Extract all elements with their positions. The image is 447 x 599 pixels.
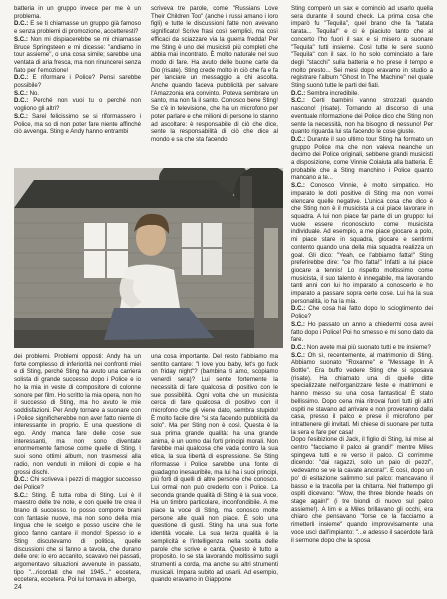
speaker-label: D.C.: [14, 74, 33, 82]
qa-paragraph [291, 321, 433, 344]
qa-paragraph [14, 20, 141, 35]
photo-illustration [14, 168, 283, 348]
speaker-label: D.C.: [291, 135, 308, 143]
qa-text: Perché non vuoi tu o perché non vogliono gli altri? [14, 97, 141, 113]
qa-text: E riformare i Police? Pensi sarebbe possibile? [14, 74, 141, 90]
speaker-label: D.C.: [14, 97, 34, 105]
speaker-label: S.C.: [291, 351, 308, 359]
qa-text: Durante il suo ultimo tour Sting ha formato un gruppo Police ma che non valeva neanche un decimo dei Police originali, sebbene grandi musicisti a disposizione, come Vinnie Colaiuta alla batteria. È probabile che a Sting manchino i Police quanto mancano a te... [291, 135, 433, 182]
paragraph: scriveva tre parole, come "Russians Love Their Children Too" (anche i russi amano i loro figli) e tutte le discussioni fatte non avevano significato! Scrive frasi così semplici, ma così efficaci da sciazzare via la guerra fredda! Per me Sting è uno dei musicisti più completi che abbia mai incontrato. È molto naturale nel suo modo di fare. Ha avuto delle buone carte da Dio (risate). Sting crede molto in ciò che fa e fa per lanciare un messaggio a chi ascolta. Anche quando faceva pubblicità per salvare l'Amazzonia era convinto. Poteva sembrare un santo, ma non fa il santo. Conosco bene Sting! Se c'è in televisione, che ha un microfono per poter parlare e che milioni di persone lo stanno ad ascoltare: è responsabile di ciò che dice, sente la responsabilità di ciò che dice al mondo e sa che sta facendo [151, 5, 278, 143]
qa-text: Chi scriveva i pezzi di maggior successo dei Police? [14, 476, 141, 491]
qa-paragraph [291, 5, 433, 90]
speaker-label: S.C.: [291, 97, 312, 105]
qa-text: Dopo l'esibizione di Jack, il figlio di Sting, lui mise al centro "facciamo il palco ai grandi!" mentre Miles spingeva tutti e re verso il palco. Ci corrimme dicendo: "dai ragazzi, solo un paio di pezzi", vedevamo se ve la cavate ancora!". E così, dopo un po' di esitazione salimmo sul palco: mancavano il basso e la tracolla per la chitarra. Nel frattempo gli ospiti dicevano: "Wow, the three blonde heads on stage again!" (i tre biondi di nuovo sul palco assieme!). A lim e a Miles brillavano gli occhi, era chiaro che pensavano "forse ce la facciamo a rimetterli insieme" quando improvvisamente una voce uscì dall'impianto: "...e adesso il sacerdote farà il sermone dopo che la sposa [291, 436, 433, 544]
page-number: 24 [14, 584, 22, 591]
qa-text: Conosco Vinnie, è molto simpatico. Ho imparato le doti positive di Sting ma non vorrei elencare quelle negative. L'unica cosa che dico è che Sting non è il musicista a cui piace lavorare in squadra. A lui non piace far parte di un gruppo: lui vuole essere riconosciuto come musicista individuale. Ad esempio, a me piace giocare a polo, mi piace stare in squadra, giocare e sentirmi contento quando una della mia squadra realizza un goal. Gli dico: "Yeah, ce l'abbiamo fatta!" Sting preferirebbe dire: "ce l'ho fatta!" Infatti a lui piace giocare a tennis! Lo rispetto moltissimo come musicista, il suo talento è innegabile, ma lavorando tanti anni con lui ho imparato a conoscerlo e ho imparato a passare sopra certe cose. Lui ha la sua personalità, io ha la mia. [291, 182, 433, 305]
speaker-label: S.C.: [14, 112, 33, 120]
speaker-label: D.C.: [291, 89, 307, 97]
qa-paragraph [291, 97, 433, 136]
speaker-label: D.C.: [14, 20, 31, 28]
speaker-label: D.C.: [14, 476, 31, 484]
qa-text: Sting. È tutta roba di Sting. Lui è il maestro delle tre note, e con quelle tre crea il brano di successo. Io posso comporre brani con fantasie nuove, ma non sono della mia lingua che le scelgo e posso uscire che le gioco fanno cantare il mondo! Spesso io e Sting discutevamo di politica, quelle discussioni che si fanno a tavola, che durano delle ore: io ero accanito, scavavo nei passati, argomentavo situazioni avvenute in passato, tipo "...ricordati che nel 1945..." eccetera, eccetera, eccetera. Poi lui tornava in albergo, [14, 491, 141, 584]
qa-text: Sarei felicissimo se si riformassero i Police, ma so di non poter fare niente affinché ciò avvenga. Sting e Andy hanno entrambi [14, 112, 141, 136]
qa-paragraph [14, 90, 141, 98]
qa-text: Sembra incredibile. [306, 89, 360, 97]
qa-text: E se ti chiamasse un gruppo già famoso e senza problemi di promozione, accetteresti? [14, 20, 141, 36]
speaker-label: D.C.: [291, 343, 307, 351]
qa-paragraph [291, 305, 433, 320]
qa-paragraph [14, 74, 141, 89]
qa-text: Che cosa hai fatto dopo lo scioglimento dei Police? [291, 305, 433, 321]
qa-text: Non avete mai più suonato tutti e tre insieme? [306, 343, 431, 351]
speaker-label: S.C.: [14, 491, 32, 499]
qa-paragraph [291, 344, 433, 352]
speaker-label: D.C.: [291, 305, 309, 313]
text-column-left-bottom [14, 353, 141, 584]
qa-text: Oh sì, recentemente, al matrimonio di Sting. Abbiamo suonato "Roxanne" e "Message In A Bottle". Era buffo vedere Sting che si sposava (risate). Ha chiamato una di quelle ditte specializzate nell'organizzare feste e matrimoni e hanno messo su una cosa fantastica! È stato bellissimo. Dopo cena mia ritrovai fuori tutti gli altri ospiti ne stavano ad arrivare e non proveranno dalla casa, presso il palco e prese il microfono per intrattenere gli invitati. Mi chiese di suonare per tutta la sera e fare per casa! [291, 351, 433, 436]
qa-paragraph [14, 97, 141, 112]
qa-text: Sting comperò un sax e cominciò ad usarlo quella sera durante il sound check. La prima cosa che imparò fu "Tequila", quel brano che fa "tatata tarata... Tequila!" e ci è piaciuto tanto che al concerto l'ho fuori il sax e si misero a suonare "Tequila" tutti insieme. Così tutte le sere suonò "Tequila" con il sax. Io ho solo cominciato a fare degli "stacchi" sulla batteria e ho prese il tempo e molto presto... Sei mesi dopo eravamo in studio a registrare l'album "Ghost In The Machine" nel quale Sting suonò tutte le parti dei fiati. [291, 5, 433, 90]
qa-paragraph [14, 492, 141, 584]
qa-text: Ho passato un anno a chiedermi cosa avrei fatto dopo i Police! Poi ho smesso e mi sono dato da fare. [291, 320, 433, 344]
text-column-left-top [14, 5, 141, 136]
speaker-label: S.C.: [14, 35, 31, 43]
paragraph: dei problemi. Problemi opposti: Andy ha un forte complesso di inferiorità nei confronti miei e di Sting, perché Sting ha avuto una carriera solista di grande successo dopo i Police e io ho la mia in veste di compositore di colonne sonore per film. Ho scritto la mia opera, non ho il successo di Sting, ma ho avuto le mie soddisfazioni. Per Andy tornare a suonare con i Police significherebbe non aver fatto niente di interessante in proprio. E una questione di ego. Andy manca fare delle cose sue interessanti, ma non sono diventate enormemente famose come quelle di Sting. I suoi sono ottimi album, non trasmessi alla radio, non venduti in milioni di copie e ha grossi dischi. [14, 353, 141, 476]
qa-paragraph [291, 436, 433, 544]
text-column-middle-top [151, 5, 278, 144]
qa-paragraph [291, 136, 433, 182]
qa-paragraph [14, 113, 141, 136]
photo-man-on-steps [14, 168, 283, 348]
qa-text: batteria in un gruppo invece per me è un problema. [14, 5, 141, 20]
paragraph: una cosa importante. Del resto l'abbiamo ma sentito cantare: "I love you baby, let's go fuck on friday night"? (bambina ti amo, scopiamo venerdì sera)? Lui sente fortemente la necessità di fare qualcosa di positivo con le sue possibilità. Ogni volta che un musicista cerca di fare qualcosa di positivo con il microfono che gli viene dato, sembra stupido! È molto facile dire "si sta facendo pubblicità da solo". Ma per Sting non è così. Questa è la sua prima grande qualità: ha una grande anima, è un uomo dai forti principi morali. Non farebbe mai qualcosa che vada contro la sua etica, la sua libertà di espressione. Se Sting riformasse i Police sarebbe una fonte di guadagno inesauribile, ma lui ha i suoi principi, più forti di quelli di altre persone che conosco. Lui ormai non può crederlo con i Police. La seconda grande qualità di Sting è la sua voce. Ha un timbro particolare, inconfondibile. A me piace la voce di Sting, ma conosco molte persone alle quali non piace. È solo una questione di gusti. Sting ha una sua forte identità vocale. La sua terza qualità è la semplicità e l'intelligenza nella scelta delle parole che scrive e canta. Questo è tutto a proposito. Io se sta lavorando moltissimo sugli strumenti a corda, ma anche su altri strumenti musicali. Impara subito ad usarli. Ad esempio, quando eravamo in Giappone [151, 353, 278, 584]
speaker-label: S.C.: [14, 89, 30, 97]
qa-text: No. [29, 89, 40, 97]
text-column-middle-bottom [151, 353, 278, 584]
qa-text: Non mi dispiacerebbe se mi chiamasse Bruce Springsteen e mi dicesse: "andiamo in tour assieme", o una cosa simile; sarebbe una ventata di aria fresca, ma non rinuncerei senza fiato per l'emozione! [14, 35, 141, 74]
qa-paragraph [291, 352, 433, 437]
qa-text: Certi bambini vanno strozzati quando nascono! (risate). Tornando al discorso di una eventuale riformazione dei Police dico che Sting non sente la necessità, non ha bisogno di nessuno! Per quanto riguarda lui sta facendo le cose giuste. [291, 97, 433, 136]
qa-paragraph [291, 182, 433, 305]
text-column-right [291, 5, 433, 575]
speaker-label: S.C.: [291, 320, 308, 328]
qa-paragraph [291, 90, 433, 98]
qa-paragraph [14, 36, 141, 75]
qa-paragraph [14, 476, 141, 491]
qa-paragraph [14, 5, 141, 20]
speaker-label: S.C.: [291, 182, 311, 190]
